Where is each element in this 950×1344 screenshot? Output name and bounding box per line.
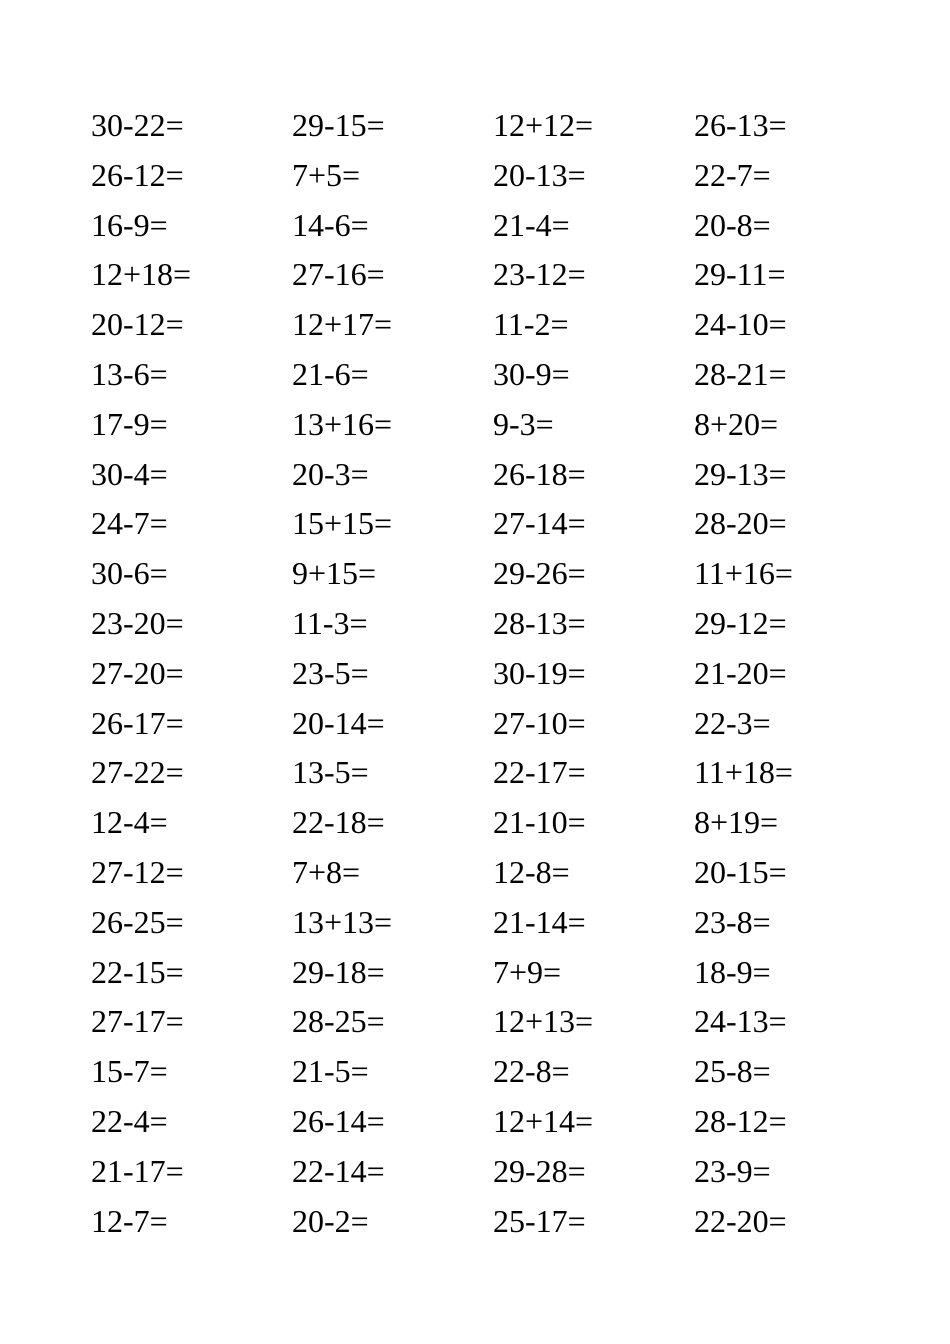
math-problem: 26-13=	[694, 107, 787, 143]
math-problem: 22-18=	[292, 804, 385, 841]
math-problem: 12-4=	[91, 804, 168, 841]
math-problem: 11+18=	[694, 754, 793, 791]
math-problem: 29-28=	[493, 1152, 586, 1189]
math-problem: 25-8=	[694, 1053, 771, 1090]
math-problem: 23-9=	[694, 1152, 771, 1189]
math-problem: 21-17=	[91, 1152, 184, 1189]
math-problem: 27-17=	[91, 1003, 184, 1040]
math-problem: 13+16=	[292, 405, 393, 442]
math-problem: 7+9=	[493, 953, 562, 990]
math-problem: 23-20=	[91, 604, 184, 641]
math-problem: 30-4=	[91, 455, 168, 492]
math-problem: 8+19=	[694, 804, 779, 841]
math-problem: 30-9=	[493, 355, 570, 392]
math-problem: 20-14=	[292, 704, 385, 741]
math-problem: 12+13=	[493, 1003, 594, 1040]
math-problem: 12+17=	[292, 306, 393, 343]
math-problem: 22-15=	[91, 953, 184, 990]
math-problem: 20-8=	[694, 206, 771, 243]
math-problem: 13-5=	[292, 754, 369, 791]
math-problem: 28-12=	[694, 1102, 787, 1139]
math-problem: 21-20=	[694, 654, 787, 691]
math-problem: 26-25=	[91, 903, 184, 940]
math-problem: 7+5=	[292, 156, 361, 193]
math-problem: 22-17=	[493, 754, 586, 791]
math-problem: 20-13=	[493, 156, 586, 193]
math-problem: 20-2=	[292, 1202, 369, 1239]
math-problem: 27-20=	[91, 654, 184, 691]
math-problem: 21-6=	[292, 355, 369, 392]
math-problem: 29-13=	[694, 455, 787, 492]
math-problem: 22-7=	[694, 156, 771, 193]
math-problem: 18-9=	[694, 953, 771, 990]
math-problem: 7+8=	[292, 853, 361, 890]
math-problem: 9+15=	[292, 555, 377, 592]
math-problem: 11-2=	[493, 306, 569, 343]
math-problem: 22-4=	[91, 1102, 168, 1139]
math-problem: 26-18=	[493, 455, 586, 492]
math-problem: 12-8=	[493, 853, 570, 890]
math-problem: 17-9=	[91, 405, 168, 442]
math-problem: 13+13=	[292, 903, 393, 940]
math-problem: 23-5=	[292, 654, 369, 691]
math-problem: 28-13=	[493, 604, 586, 641]
math-problem: 15+15=	[292, 505, 393, 542]
math-problem: 12-7=	[91, 1202, 168, 1239]
math-problem: 12+12=	[493, 107, 594, 143]
math-problem: 14-6=	[292, 206, 369, 243]
math-problem: 30-19=	[493, 654, 586, 691]
math-problem: 25-17=	[493, 1202, 586, 1239]
math-problem: 21-4=	[493, 206, 570, 243]
math-problem: 12+14=	[493, 1102, 594, 1139]
math-problem: 27-16=	[292, 256, 385, 293]
math-problem: 13-6=	[91, 355, 168, 392]
math-problem: 27-22=	[91, 754, 184, 791]
math-problem: 24-7=	[91, 505, 168, 542]
math-problem: 28-21=	[694, 355, 787, 392]
math-problem: 21-14=	[493, 903, 586, 940]
math-problem: 22-3=	[694, 704, 771, 741]
math-problem: 11-3=	[292, 604, 368, 641]
math-problem: 12+18=	[91, 256, 192, 293]
math-problem: 24-13=	[694, 1003, 787, 1040]
math-problem: 20-12=	[91, 306, 184, 343]
math-problem: 29-12=	[694, 604, 787, 641]
math-problem: 20-3=	[292, 455, 369, 492]
math-problem: 26-14=	[292, 1102, 385, 1139]
math-problem: 26-17=	[91, 704, 184, 741]
math-problem: 29-11=	[694, 256, 786, 293]
math-problem: 27-12=	[91, 853, 184, 890]
math-problem: 27-10=	[493, 704, 586, 741]
math-problem: 15-7=	[91, 1053, 168, 1090]
math-problem: 26-12=	[91, 156, 184, 193]
math-problem: 23-12=	[493, 256, 586, 293]
math-problem: 28-25=	[292, 1003, 385, 1040]
math-problem: 30-22=	[91, 107, 184, 143]
math-problem: 20-15=	[694, 853, 787, 890]
math-problem: 22-8=	[493, 1053, 570, 1090]
math-problem: 27-14=	[493, 505, 586, 542]
math-problem: 23-8=	[694, 903, 771, 940]
math-problem: 22-20=	[694, 1202, 787, 1239]
math-problem: 11+16=	[694, 555, 793, 592]
math-problem: 22-14=	[292, 1152, 385, 1189]
math-problem: 9-3=	[493, 405, 554, 442]
math-problem: 16-9=	[91, 206, 168, 243]
math-problem: 29-15=	[292, 107, 385, 143]
math-problem: 29-26=	[493, 555, 586, 592]
math-problem: 24-10=	[694, 306, 787, 343]
math-problem: 8+20=	[694, 405, 779, 442]
math-problem: 21-10=	[493, 804, 586, 841]
problem-grid	[91, 101, 895, 1246]
math-problem: 21-5=	[292, 1053, 369, 1090]
math-problem: 28-20=	[694, 505, 787, 542]
math-problem: 29-18=	[292, 953, 385, 990]
math-problem: 30-6=	[91, 555, 168, 592]
